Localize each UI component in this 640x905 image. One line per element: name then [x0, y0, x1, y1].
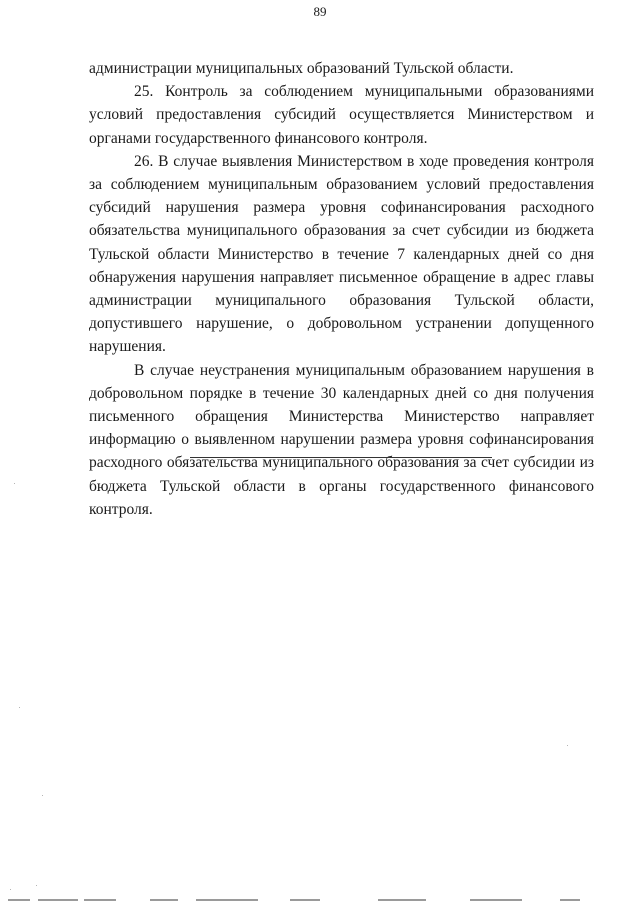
page-number: 89: [313, 4, 327, 19]
paragraph-25: 25. Контроль за соблюдением муниципальными образованиями условий предоставления субсидий осуществляется Министерством и органами государственного финансового контроля.: [89, 83, 594, 147]
paragraph-26: 26. В случае выявления Министерством в ходе проведения контроля за соблюдением муниципальным образованием условий предоставления субсидий нарушения размера уровня софинансирования расходного обязательства муниципального образования за счет субсидии из бюджета Тульской области Министерство в течение 7 календарных дней со дня обнаружения нарушения направляет письменное обращение в адрес главы администрации муниципального образования Тульской области, допустившего нарушение, о добровольном устранении допущенного нарушения.: [89, 152, 594, 356]
closing-rule: [190, 457, 492, 458]
paragraph-26-continued: В случае неустранения муниципальным образованием нарушения в добровольном порядке в течение 30 календарных дней со дня получения письменного обращения Министерства Министерство направляет информацию о выявленном нарушении размера уровня софинансирования расходного обязательства муниципального образования за счет субсидии из бюджета Тульской области в органы государственного финансового контроля.: [89, 361, 594, 518]
document-body: [89, 57, 594, 521]
paragraph-continuation: администрации муниципальных образований Тульской области.: [89, 60, 514, 77]
